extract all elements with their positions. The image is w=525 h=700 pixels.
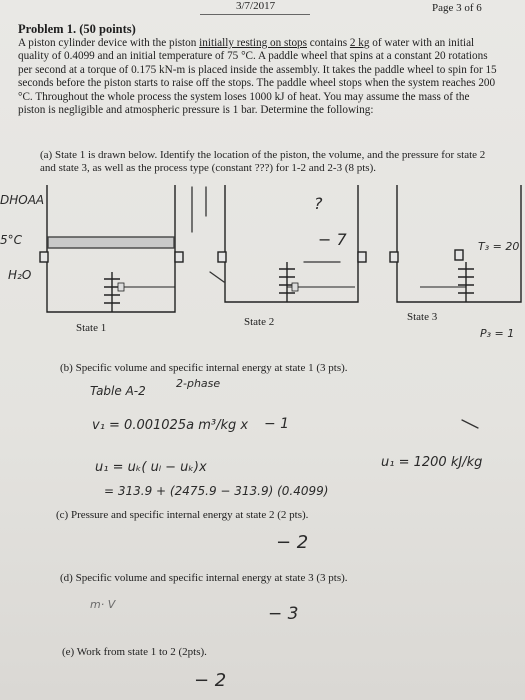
handwritten-minus-7: − 7 bbox=[318, 230, 347, 249]
problem-title: Problem 1. (50 points) bbox=[18, 22, 136, 36]
handwritten-table-ref: Table A-2 bbox=[90, 384, 146, 398]
state3-label: State 3 bbox=[407, 311, 438, 323]
handwritten-u1-formula: u₁ = uₖ( uₗ − uₖ)x bbox=[95, 460, 207, 475]
part-b-question: (b) Specific volume and specific internal energy at state 1 (3 pts). bbox=[60, 362, 348, 374]
piston-state1 bbox=[48, 237, 174, 248]
stop-right-state1 bbox=[175, 252, 183, 262]
handwritten-faint-note: m· V bbox=[90, 598, 116, 611]
paddle-wheel-state2 bbox=[279, 262, 295, 302]
problem-underlined-stops: initially resting on stops bbox=[199, 37, 307, 49]
handwritten-minus-1: − 1 bbox=[264, 416, 290, 432]
handwritten-minus-2-c: − 2 bbox=[276, 532, 309, 553]
stop-left-state3 bbox=[390, 252, 398, 262]
paddle-wheel-state1 bbox=[104, 272, 120, 312]
handwritten-u1-values: = 313.9 + (2475.9 − 313.9) (0.4099) bbox=[104, 484, 329, 498]
handwritten-two-phase: 2-phase bbox=[176, 377, 221, 390]
handwritten-minus-2-e: − 2 bbox=[194, 670, 227, 691]
paddle-wheel-state3 bbox=[458, 262, 474, 302]
part-a-question: (a) State 1 is drawn below. Identify the location of the piston, the volume, and the pressure for state 2 and state 3, as well as the process type (constant ???) for 1-2 and 2-3 (8 pts). bbox=[40, 149, 486, 174]
problem-text-part: A piston cylinder device with the piston bbox=[18, 37, 200, 49]
header-date: 3/7/2017 bbox=[236, 0, 276, 12]
handwritten-u1-result: u₁ = 1200 kJ/kg bbox=[381, 455, 483, 470]
part-c-question: (c) Pressure and specific internal energy at state 2 (2 pts). bbox=[56, 509, 309, 521]
handwritten-t3: T₃ = 20 bbox=[478, 240, 520, 253]
handwritten-p3: P₃ = 1 bbox=[480, 327, 515, 340]
part-d-question: (d) Specific volume and specific internal energy at state 3 (3 pts). bbox=[60, 572, 348, 584]
problem-text-part: contains bbox=[307, 37, 350, 49]
state1-label: State 1 bbox=[76, 322, 107, 334]
problem-text-part: of water with an initial quality of 0.4099 and an initial temperature of 75 °C. A paddle wheel that spins at a constant 20 rotations per second at a torque of 0.175 kN-m is placed inside the assembly. It takes the paddle wheel to spin for 15 seconds before the piston starts to raise off the stops. The paddle wheel stops when the system reaches 200 °C. Throughout the whole process the system loses 1000 kJ of heat. You may assume the mass of the piston is negligible and atmospheric pressure is 1 bar. Determine the following: bbox=[18, 37, 497, 117]
margin-note-3: H₂O bbox=[8, 268, 32, 282]
handwritten-minus-3-d: − 3 bbox=[268, 604, 299, 624]
margin-note-2: 5°C bbox=[0, 233, 23, 247]
margin-note-1: DHOAA bbox=[0, 193, 45, 207]
stop-right-state3 bbox=[455, 250, 463, 260]
problem-underlined-mass: 2 kg bbox=[349, 37, 370, 49]
stop-right-state2 bbox=[358, 252, 366, 262]
header-page-number: Page 3 of 6 bbox=[432, 2, 482, 14]
arrow-mark-3 bbox=[210, 272, 224, 282]
part-e-question: (e) Work from state 1 to 2 (2pts). bbox=[62, 646, 207, 658]
handwritten-question-mark: ? bbox=[314, 194, 323, 213]
check-mark bbox=[462, 420, 478, 428]
state2-label: State 2 bbox=[244, 316, 275, 328]
handwritten-v1: v₁ = 0.001025a m³/kg x bbox=[92, 418, 249, 433]
stop-left-state1 bbox=[40, 252, 48, 262]
stop-left-state2 bbox=[218, 252, 226, 262]
